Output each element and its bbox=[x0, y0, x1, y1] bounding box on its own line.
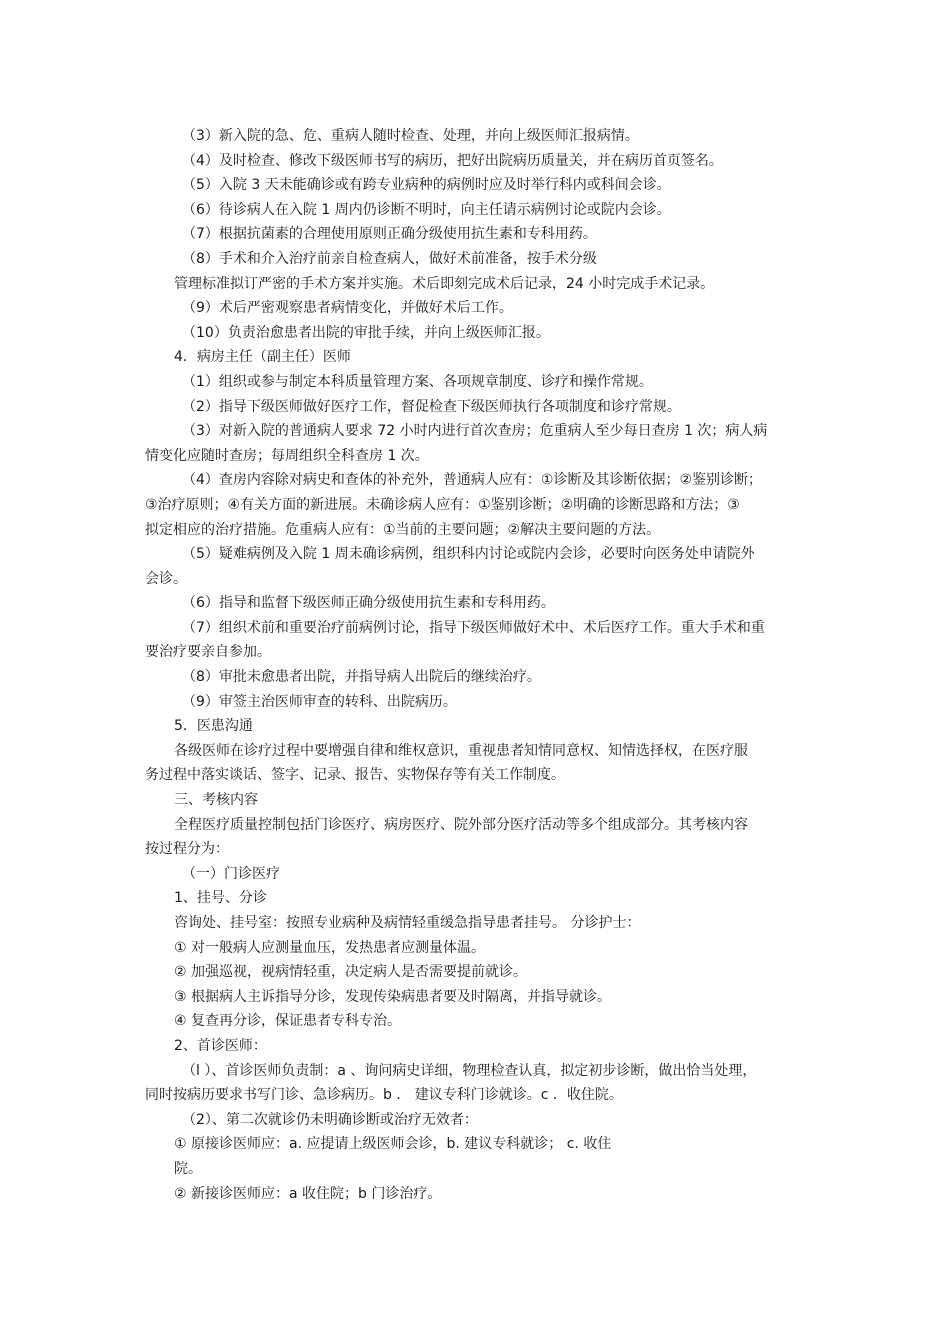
text-line: 情变化应随时查房；每周组织全科查房 1 次。 bbox=[145, 447, 429, 464]
section-heading: 4．病房主任（副主任）医师 bbox=[174, 349, 351, 366]
text-line: 各级医师在诊疗过程中要增强自律和维权意识，重视患者知情同意权、知情选择权，在医疗服 bbox=[174, 742, 748, 759]
text-line: （6）待诊病人在入院 1 周内仍诊断不明时，向主任请示病例讨论或院内会诊。 bbox=[182, 201, 671, 218]
text-line: （l ）、首诊医师负责制：a 、询问病史详细，物理检查认真，拟定初步诊断，做出恰当处理， bbox=[182, 1062, 757, 1079]
text-line: （2）、第二次就诊仍未明确诊断或治疗无效者： bbox=[182, 1111, 478, 1128]
text-line: （5）疑难病例及入院 1 周未确诊病例，组织科内讨论或院内会诊，必要时向医务处申请院外 bbox=[182, 546, 755, 563]
text-line: （8）手术和介入治疗前亲自检查病人，做好术前准备，按手术分级 bbox=[182, 250, 597, 267]
list-item: ④ 复查再分诊，保证患者专科专治。 bbox=[174, 1013, 402, 1030]
list-item: ① 对一般病人应测量血压，发热患者应测量体温。 bbox=[174, 939, 485, 956]
text-line: （9）术后严密观察患者病情变化，并做好术后工作。 bbox=[182, 300, 513, 317]
text-line: （10）负责治愈患者出院的审批手续，并向上级医师汇报。 bbox=[182, 324, 550, 341]
text-line: 管理标准拟订严密的手术方案并实施。术后即刻完成术后记录，24 小时完成手术记录。 bbox=[174, 275, 715, 292]
text-line: （4）及时检查、修改下级医师书写的病历，把好出院病历质量关，并在病历首页签名。 bbox=[182, 152, 723, 169]
text-line: （3）对新入院的普通病人要求 72 小时内进行首次查房；危重病人至少每日查房 1 次；病人病 bbox=[182, 423, 768, 440]
text-line: （6）指导和监督下级医师正确分级使用抗生素和专科用药。 bbox=[182, 595, 555, 612]
text-line: （7）根据抗菌素的合理使用原则正确分级使用抗生素和专科用药。 bbox=[182, 226, 597, 243]
document-body bbox=[0, 124, 950, 1206]
text-line: （1）组织或参与制定本科质量管理方案、各项规章制度、诊疗和操作常规。 bbox=[182, 373, 653, 390]
text-line: 按过程分为： bbox=[145, 841, 229, 858]
text-line: （5）入院 3 天未能确诊或有跨专业病种的病例时应及时举行科内或科间会诊。 bbox=[182, 177, 671, 194]
text-line: 同时按病历要求书写门诊、急诊病历。b ． 建议专科门诊就诊。c ．收住院。 bbox=[145, 1087, 623, 1104]
section-heading: 5．医患沟通 bbox=[174, 718, 253, 735]
text-line: 院。 bbox=[174, 1160, 202, 1177]
list-item: ① 原接诊医师应：a. 应提请上级医师会诊，b. 建议专科就诊； c. 收住 bbox=[174, 1136, 612, 1153]
text-line: 会诊。 bbox=[145, 570, 187, 587]
text-line: 要治疗要亲自参加。 bbox=[145, 644, 271, 661]
text-line: 咨询处、挂号室：按照专业病种及病情轻重缓急指导患者挂号。 分诊护士： bbox=[174, 915, 641, 931]
list-item: ③ 根据病人主诉指导分诊，发现传染病患者要及时隔离，并指导就诊。 bbox=[174, 988, 611, 1005]
text-line: （3）新入院的急、危、重病人随时检查、处理，并向上级医师汇报病情。 bbox=[182, 128, 639, 144]
section-heading: 1、挂号、分诊 bbox=[174, 890, 267, 907]
text-line: （9）审签主治医师审查的转科、出院病历。 bbox=[182, 693, 457, 710]
text-line: （4）查房内容除对病史和查体的补充外，普通病人应有：①诊断及其诊断依据；②鉴别诊断； bbox=[182, 472, 763, 489]
text-line: ③治疗原则；④有关方面的新进展。未确诊病人应有：①鉴别诊断；②明确的诊断思路和方法；③ bbox=[145, 496, 740, 513]
text-line: 务过程中落实谈话、签字、记录、报告、实物保存等有关工作制度。 bbox=[145, 767, 565, 784]
section-heading: （一）门诊医疗 bbox=[182, 865, 280, 882]
list-item: ② 新接诊医师应：a 收住院；b 门诊治疗。 bbox=[174, 1185, 442, 1202]
text-line: （8）审批未愈患者出院，并指导病人出院后的继续治疗。 bbox=[182, 669, 541, 686]
text-line: （7）组织术前和重要治疗前病例讨论，指导下级医师做好术中、术后医疗工作。重大手术和重 bbox=[182, 619, 765, 636]
list-item: ② 加强巡视，视病情轻重，决定病人是否需要提前就诊。 bbox=[174, 964, 527, 981]
text-line: 拟定相应的治疗措施。危重病人应有：①当前的主要问题；②解决主要问题的方法。 bbox=[145, 521, 661, 538]
section-heading: 三、考核内容 bbox=[174, 792, 258, 809]
section-heading: 2、首诊医师： bbox=[174, 1037, 267, 1054]
text-line: 全程医疗质量控制包括门诊医疗、病房医疗、院外部分医疗活动等多个组成部分。其考核内容 bbox=[174, 816, 748, 833]
text-line: （2）指导下级医师做好医疗工作，督促检查下级医师执行各项制度和诊疗常规。 bbox=[182, 398, 681, 415]
